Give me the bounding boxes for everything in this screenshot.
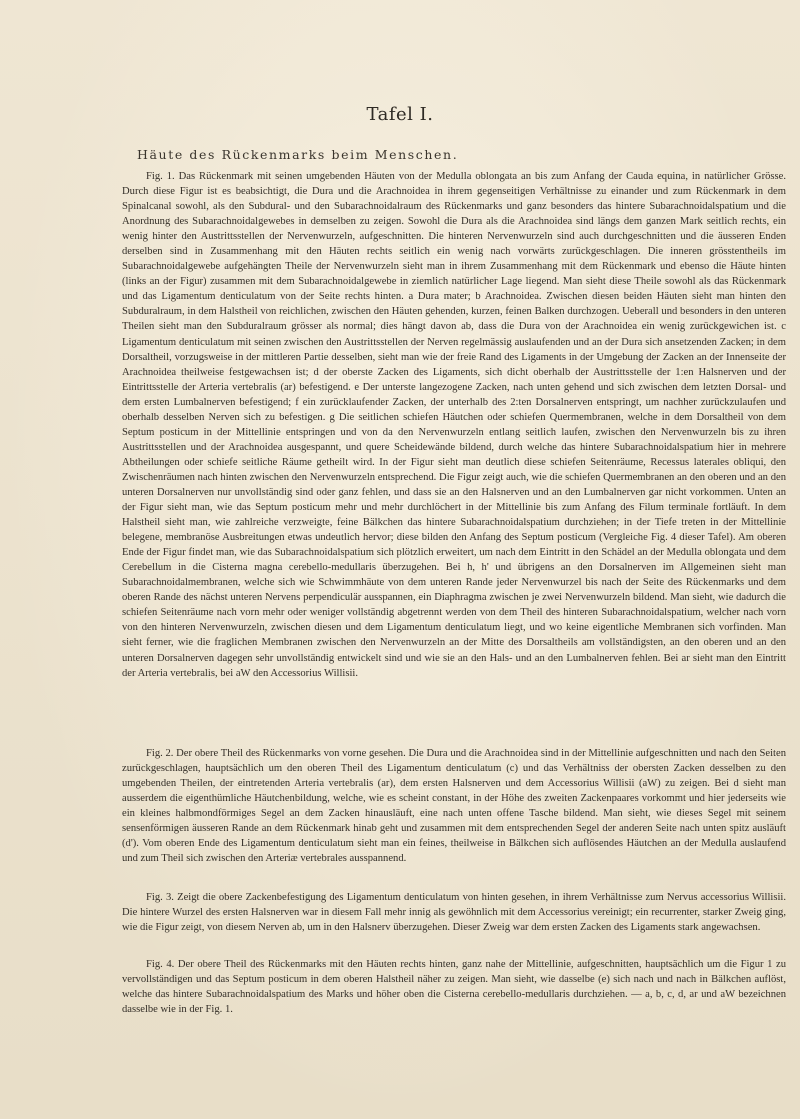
figure-3-description (122, 890, 786, 935)
paragraph: Fig. 3. Zeigt die obere Zackenbefestigung des Ligamentum denticulatum von hinten gesehen, in ihrem Verhältnisse zum Nervus accessorius Willisii. Die hintere Wurzel des ersten Halsnerven war in diesem Fall mehr innig als gewöhnlich mit dem Accessorius vereinigt; ein recurrenter, starker Zweig ging, wie die Figur zeigt, von diesem Nerven ab, um in den Halsnerv überzugehen. Dieser Zweig war dem ersten Zacken des Ligaments stark angewachsen. (122, 892, 786, 934)
figure-4-description (122, 957, 786, 1017)
section-subtitle: Häute des Rückenmarks beim Menschen. (137, 147, 459, 162)
paragraph: Fig. 2. Der obere Theil des Rückenmarks von vorne gesehen. Die Dura und die Arachnoidea sind in der Mittellinie aufgeschnitten und nach den Seiten zurückgeschlagen, hauptsächlich um den oberen Theil des Ligamentum denticulatum (c) und das Verhältniss der obersten Zacken desselben zu den umgebenden Theilen, der eintretenden Arteria vertebralis (ar), dem ersten Halsnerven und dem Accessorius Willisii (aW) zu zeigen. Bei d sieht man ausserdem die eigenthümliche Häutchenbildung, welche, wie es scheint constant, in der Höhe des zweiten Zackenpaares vorkommt und hier jederseits wie ein kleines halbmondförmiges Segel an dem Zacken hinausläuft, eine nach unten offene Tasche bildend. Man sieht, wie dieses Segel mit seinem sensenförmigen äusseren Rande an dem Rückenmark hinab geht und zusammen mit dem entsprechenden Segel der anderen Seite nach unten spitz ausläuft (d'). Vom oberen Ende des Ligamentum denticulatum sieht man ein feines, theilweise in Bälkchen sich auflösendes Häutchen an der Medulla auslaufend und zum Theil sich zwischen den Arteriæ vertebrales ausspannend. (122, 748, 786, 865)
figure-1-description (122, 169, 786, 681)
page-title: Tafel I. (366, 104, 434, 125)
paragraph: Fig. 4. Der obere Theil des Rückenmarks mit den Häuten rechts hinten, ganz nahe der Mittellinie, aufgeschnitten, hauptsächlich um die Figur 1 zu vervollständigen und das Septum posticum in dem oberen Halstheil näher zu zeigen. Man sieht, wie dasselbe (e) sich nach und nach in Bälkchen auflöst, welche das hintere Subarachnoidalspatium des Marks und höher oben die Cisterna cerebello-medullaris durchziehen. — a, b, c, d, ar und aW bezeichnen dasselbe wie in der Fig. 1. (122, 959, 786, 1016)
figure-2-description (122, 746, 786, 866)
paragraph: Fig. 1. Das Rückenmark mit seinen umgebenden Häuten von der Medulla oblongata an bis zum Anfang der Cauda equina, in natürlicher Grösse. Durch diese Figur ist es beabsichtigt, die Dura und die Arachnoidea in ihrem gegenseitigen Verhältnisse zu einander und zum Rückenmark in dem Spinalcanal sowohl, als den Subdural- und den Subarachnoidalraum des Rückenmarks und ganz besonders das hintere Subarachnoidalspatium und die Anordnung des Subarachnoidalgewebes in demselben zu zeigen. Sowohl die Dura als die Arachnoidea sind längs dem ganzen Mark seitlich rechts, ein wenig hinter den Austrittsstellen der Nervenwurzeln, aufgeschnitten. Die hinteren Nervenwurzeln sind auch durchgeschnitten und die äusseren Enden derselben sind in Zusammenhang mit den Häuten rechts seitlich ein wenig nach vorwärts zurückgeschlagen. Die inneren grösstentheils im Subarachnoidalgewebe aufgehängten Theile der Nervenwurzeln sieht man in ihrem Zusammenhang mit dem Rückenmark und ebenso die Häute hinten (links an der Figur) zusammen mit dem Subarachnoidalgewebe in ziemlich natürlicher Lage liegend. Man sieht diese Theile sowohl als das Rückenmark und das Ligamentum denticulatum von der Seite rechts hinten. a Dura mater; b Arachnoidea. Zwischen diesen beiden Häuten sieht man hinten den Subduralraum, in dem Halstheil von reichlichen, zwischen den Häuten gehenden, kurzen, feinen Balken durchzogen. Ueberall und besonders in den unteren Theilen sieht man den Subduralraum grösser als normal; dies hängt davon ab, dass die Dura von der Arachnoidea ein wenig zurückgewichen ist. c Ligamentum denticulatum mit seinen zwischen den Austrittsstellen der Nerven regelmässig auslaufenden und an der Dura sich ansetzenden Zacken; in dem Dorsaltheil, vorzugsweise in der mittleren Partie desselben, sieht man wie der freie Rand des Ligaments in der Umgebung der Zacken an der Innenseite der Arachnoidea theilweise festgewachsen ist; d der oberste Zacken des Ligaments, sich dicht oberhalb der Austrittsstelle der 1:en Halsnerven und der Eintrittsstelle der Arteria vertebralis (ar) befestigend. e Der unterste langezogene Zacken, nach unten gehend und sich zwischen dem letzten Dorsal- und dem ersten Lumbalnerven befestigend; f ein zurücklaufender Zacken, der unterhalb des 2:ten Dorsalnerven entspringt, um nachher zurückzulaufen und oberhalb desselben Nerven sich zu befestigen. g Die seitlichen schiefen Häutchen oder schiefen Quermembranen, welche in dem Dorsaltheil von dem Septum posticum in der Mittellinie entspringen und von da den Nervenwurzeln entlang seitlich laufen, zwischen den Nervenwurzeln bis zu ihren Austrittsstellen und der Arachnoidea ausgespannt, und quere Scheidewände bildend, durch welche das hintere Subarachnoidalspatium hier in mehrere Abtheilungen oder schiefe seitliche Räume getheilt wird. In der Figur sieht man deutlich diese schiefen Seitenräume, Recessus laterales obliqui, den Zwischenräumen nach hinten zwischen den Nervenwurzeln entsprechend. Die Figur zeigt auch, wie die schiefen Quermembranen an den oberen und an den unteren Dorsalnerven nur unvollständig sind oder ganz fehlen, und dass sie an den Halsnerven und an den Lumbalnerven gar nicht vorkommen. Unten an der Figur sieht man, wie das Septum posticum mehr und mehr durchlöchert in der Mittellinie bis zum Anfang des Filum terminale fortläuft. In dem Halstheil sieht man, wie zahlreiche verzweigte, feine Bälkchen das hintere Subarachnoidalspatium durchziehen; in der Tiefe treten in der Mittellinie belegene, membranöse Ausbreitungen etwas undeutlich hervor; diese bilden den Anfang des Septum posticum (Vergleiche Fig. 4 dieser Tafel). Am oberen Ende der Figur findet man, wie das Subarachnoidalspatium sich plötzlich erweitert, um nach dem Eintritt in den Schädel an der Medulla oblongata und dem Cerebellum in die Cisterna magna cerebello-medullaris überzugehen. Bei h, h' und übrigens an den Dorsalnerven im Allgemeinen sieht man Subarachnoidalmembranen, welche sich wie Schwimmhäute von dem unteren Rande jeder Nervenwurzel bis nach der Seite des Rückenmarks und dem oberen Rande des nächst unteren Nervens perpendiculär ausspannen, ein Diaphragma zwischen je zwei Nervenwurzeln bildend. Man sieht, wie dadurch die schiefen Seitenräume nach vorn mehr oder weniger vollständig abgetrennt werden von dem Theil des hinteren Subarachnoidalspatium, welcher nach vorn von den hinteren Nervenwurzeln, zwischen diesen und dem Ligamentum denticulatum liegt, und wo keine eigentliche Membranen sich vorfinden. Man sieht ferner, wie die fraglichen Membranen zwischen den Nervenwurzeln an der Mitte des Dorsaltheils am vollständigsten, an den oberen und an den unteren Dorsalnerven dagegen sehr unvollständig entwickelt sind und wie sie an den Hals- und an den Lumbalnerven fehlen. Bei ar sieht man den Eintritt der Arteria vertebralis, bei aW den Accessorius Willisii. (122, 171, 786, 679)
